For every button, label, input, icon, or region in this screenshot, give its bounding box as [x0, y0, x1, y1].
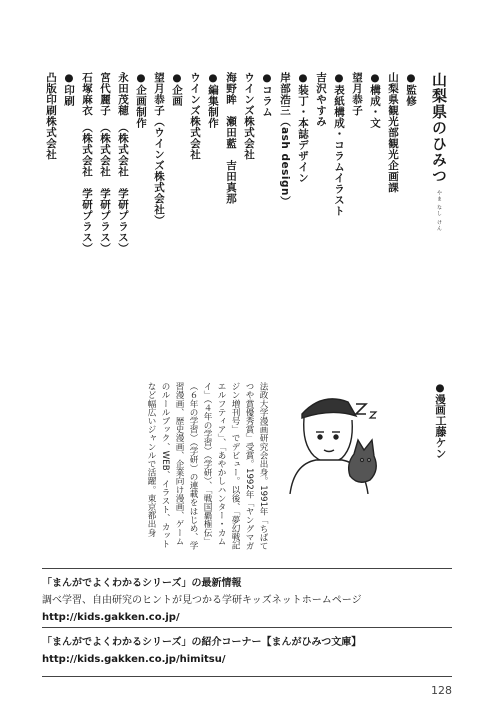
series-info-link[interactable]: http://kids.gakken.co.jp/ — [42, 612, 180, 623]
credit-value: 凸版印刷株式会社 — [45, 72, 57, 160]
credit-value: 岸部浩三（ash design） — [279, 72, 291, 207]
series-info-desc: 調べ学習、自由研究のヒントが見つかる学研キッズネットホームページ — [42, 595, 362, 606]
credit-heading: ●企画 — [171, 72, 183, 107]
credit-value: ウインズ株式会社 — [243, 72, 255, 160]
credit-value: 石塚麻衣 （株式会社 学研プラス） — [81, 72, 93, 254]
credit-heading: ●企画制作 — [135, 72, 147, 129]
book-title-ruby: やま なし けん — [436, 190, 442, 232]
credit-heading: ●装丁・本誌デザイン — [297, 72, 309, 184]
credit-heading: ●編集制作 — [207, 72, 219, 129]
credit-value: 宮代麗子 （株式会社 学研プラス） — [99, 72, 111, 254]
himitsu-info-link[interactable]: http://kids.gakken.co.jp/himitsu/ — [42, 654, 226, 665]
artist-name: 工藤ケン — [434, 415, 447, 459]
credit-heading: ●構成・文 — [369, 72, 381, 129]
himitsu-info-box — [42, 627, 452, 668]
artist-portrait-illustration — [272, 384, 390, 494]
artist-heading — [426, 382, 448, 552]
artist-bio: 法政大学漫画研究会出身。1991年「ちばてつや賞優秀賞」受賞。1992年「ヤングマガジン増刊号」でデビュー。以後、「夢幻戦記エルフティア」、「あやかしハンター・カムイ」（４年の学習）（学研）、「戦国覇権伝」（６年の学習）（学研）の連載をはじめ、学習漫画、歴史漫画、企業向け漫画、ゲームのルールブック、WEB、イラスト、カットなど幅広いジャンルで活躍。東京都出身 — [146, 382, 268, 551]
credit-heading: ●コラム — [261, 72, 273, 118]
credit-heading: ●印刷 — [63, 72, 75, 107]
credit-value: 山梨県観光部観光企画課 — [387, 72, 399, 193]
credit-value: 永田茂穂 （株式会社 学研プラス） — [117, 72, 129, 254]
page-number: 128 — [431, 684, 452, 697]
artist-section-head: ●漫画 — [434, 382, 446, 415]
credit-value: 吉沢やすみ — [315, 72, 327, 127]
bottom-divider — [42, 676, 452, 677]
book-title-text: 山梨県のひみつ — [430, 72, 448, 184]
credit-value: 海野眸 瀬田藍 吉田真那 — [225, 72, 237, 204]
credit-heading: ●表紙構成・コラムイラスト — [333, 72, 345, 217]
credit-value: 望月恭子 — [351, 72, 363, 116]
series-info-box — [42, 568, 452, 626]
series-info-title: 「まんがでよくわかるシリーズ」の最新情報 — [42, 578, 242, 589]
himitsu-info-title: 「まんがでよくわかるシリーズ」の紹介コーナー【まんがひみつ文庫】 — [42, 637, 362, 648]
credit-value: 望月恭子（ウインズ株式会社） — [153, 72, 165, 226]
credit-value: ウインズ株式会社 — [189, 72, 201, 160]
credit-heading: ●監修 — [405, 72, 417, 107]
